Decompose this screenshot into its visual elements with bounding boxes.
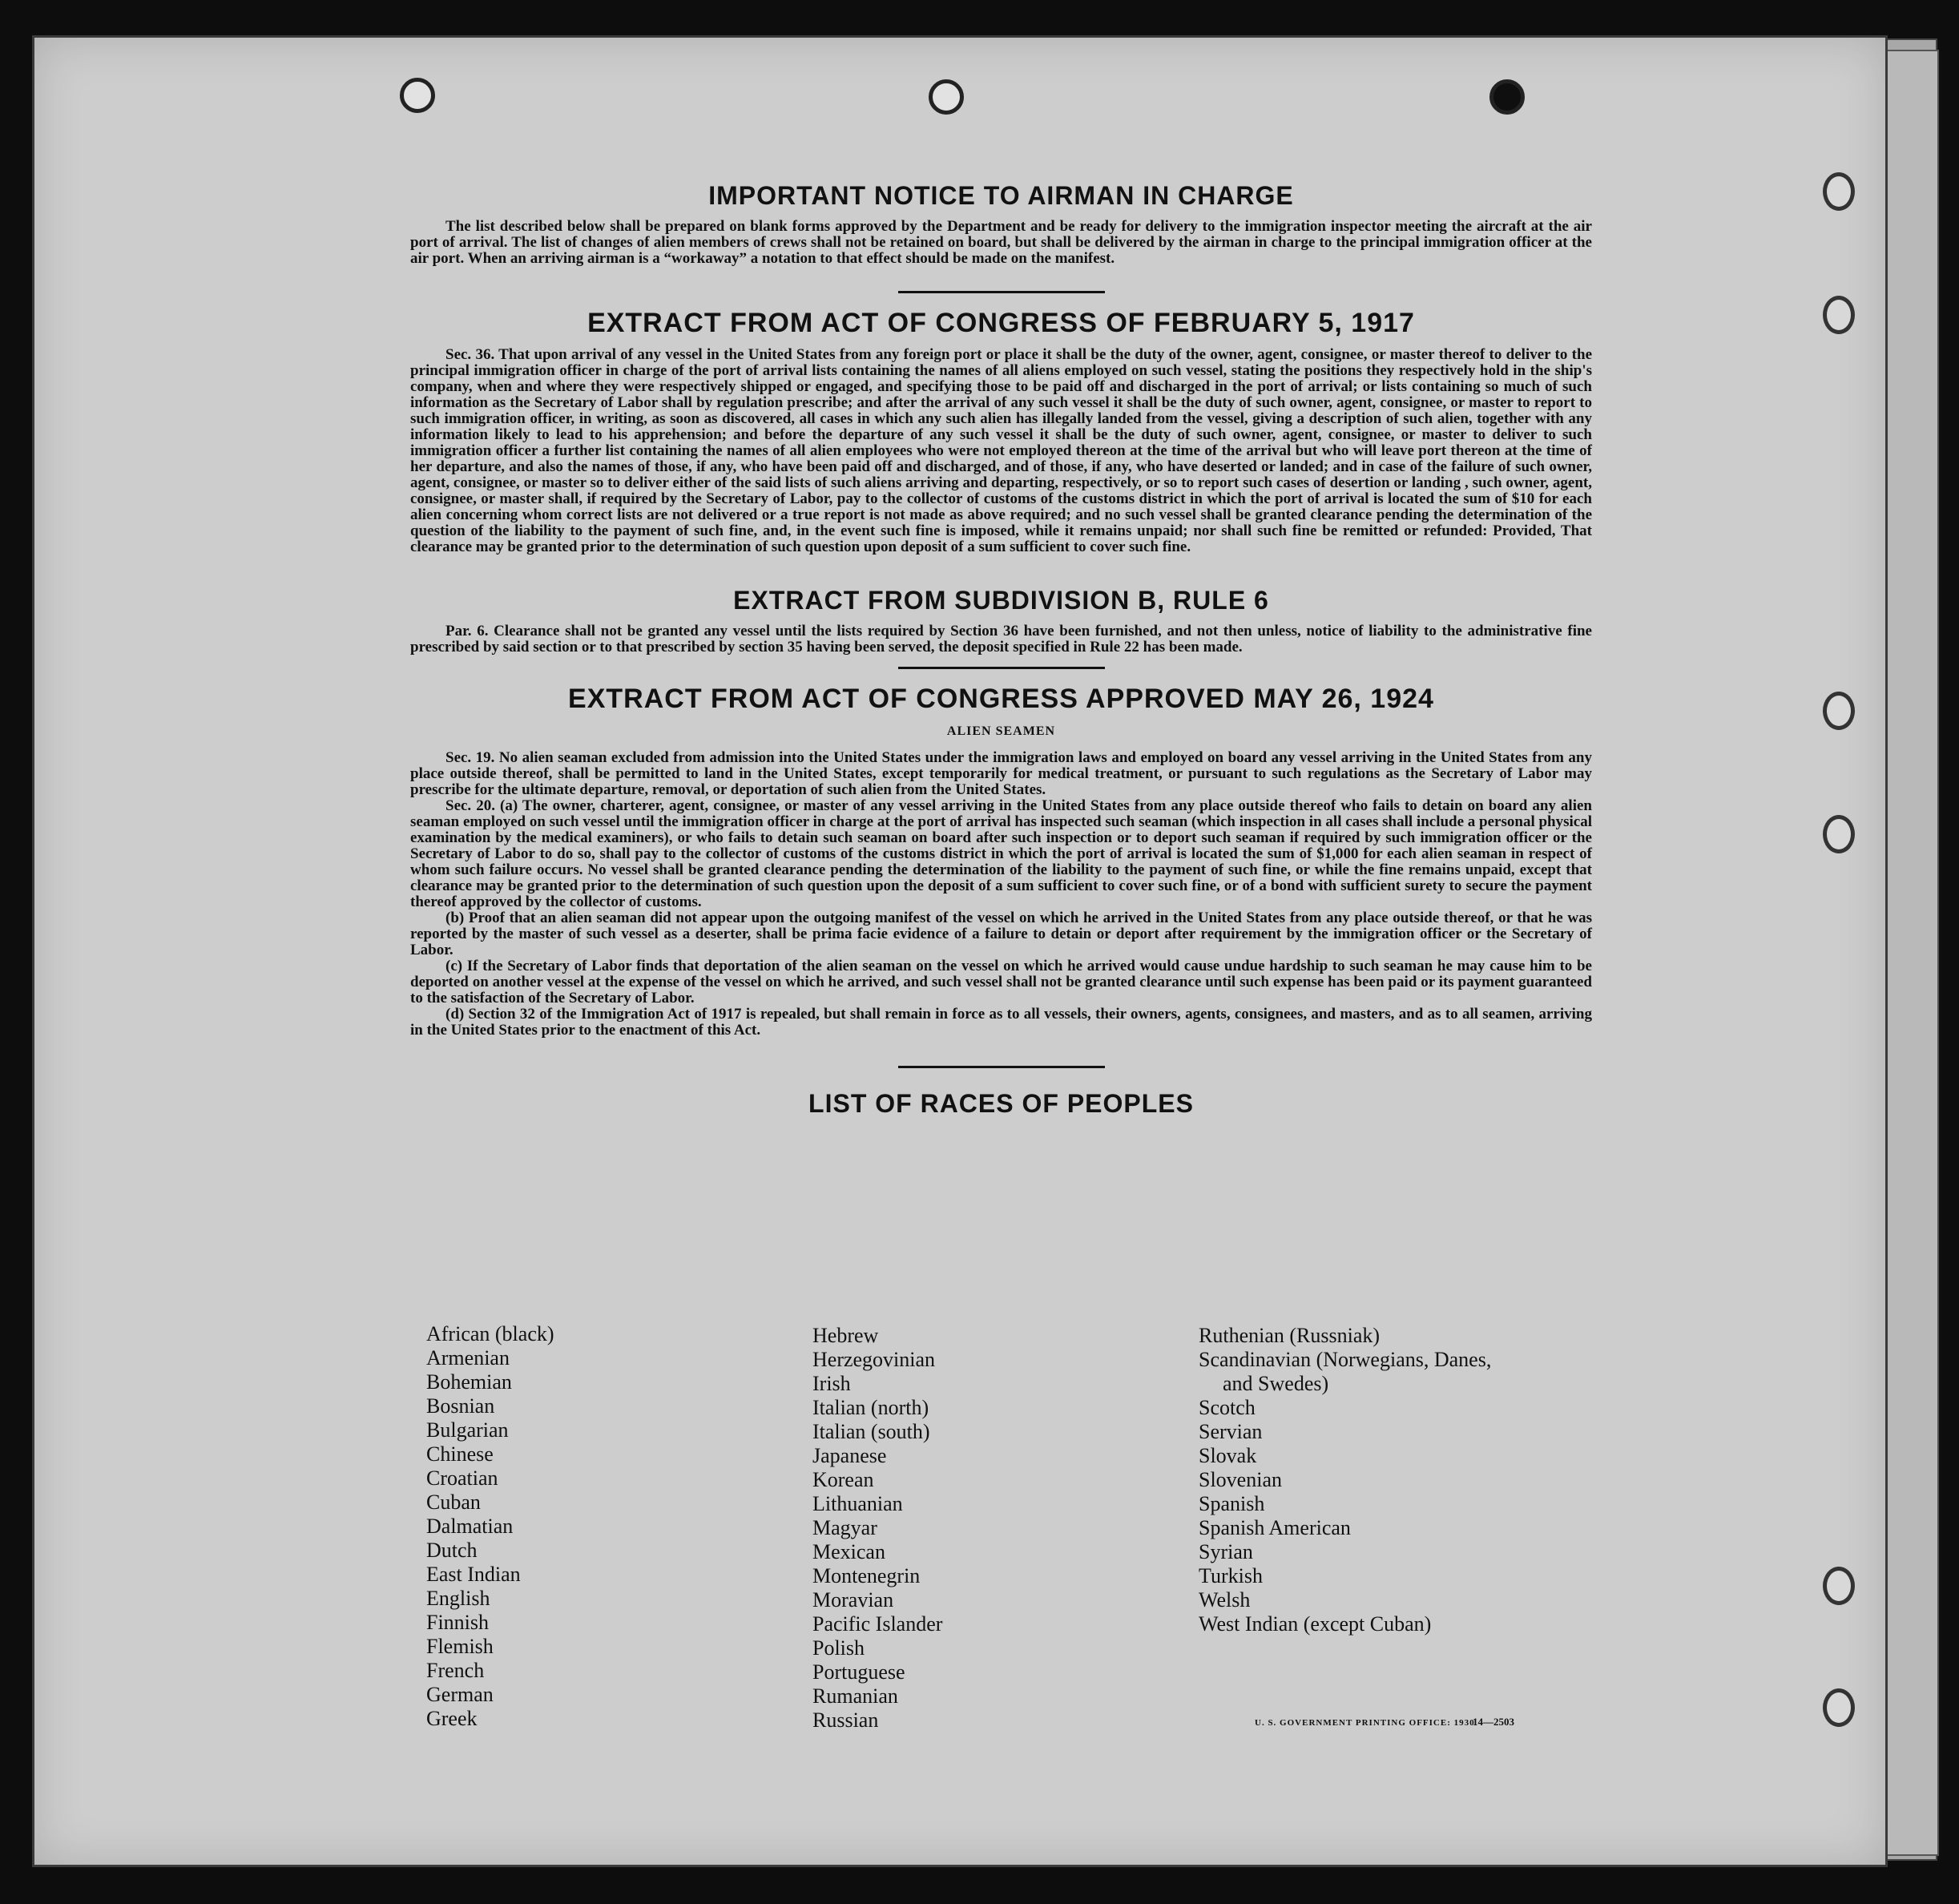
act-1924-subtitle: ALIEN SEAMEN [946,724,1056,738]
punch-hole-icon [1823,296,1855,334]
act-1924-sec20c: (c) If the Secretary of Labor finds that deportation of the alien seaman on the vessel on which he arrived would cause undue hardship to such seaman he may cause him to be deported on another vessel at the expense of the vessel on which he arrived, and such vessel shall not be granted clearance until such expense has been paid or its payment guaranteed to the satisfaction of the Secretary of Labor. [410,958,1592,1006]
race-item: Cuban [426,1491,481,1514]
race-item: Bulgarian [426,1418,509,1442]
race-item: Spanish [1199,1492,1265,1515]
race-item: Dutch [426,1539,478,1562]
race-item: Scandinavian (Norwegians, Danes, [1199,1348,1492,1371]
race-item: Spanish American [1199,1516,1351,1539]
race-item: Greek [426,1707,478,1730]
race-item: Slovenian [1199,1468,1282,1491]
race-item: Pacific Islander [812,1612,943,1636]
race-item: Japanese [812,1444,887,1467]
race-item: Montenegrin [812,1564,921,1587]
races-column-1 [426,1322,554,1731]
race-item: West Indian (except Cuban) [1199,1612,1432,1636]
punch-hole-icon [1823,815,1855,853]
divider [898,667,1105,669]
race-item: Magyar [812,1516,877,1539]
race-item: Flemish [426,1635,494,1658]
race-item: Servian [1199,1420,1263,1443]
race-item: Rumanian [812,1684,898,1708]
act-1924-sec20a: Sec. 20. (a) The owner, charterer, agent, consignee, or master of any vessel arriving in the United States from any place outside thereof who fails to detain on board any alien seaman employed on such vessel until the immigration officer in charge at the port of arrival has inspected such seaman (which inspection in all cases shall include a personal physical examination by the medical examiners), or who fails to detain such seaman on board after such inspection or to deport such seaman if required by such immigration officer or the Secretary of Labor to do so, shall pay to the collector of customs of the customs district in which the port of arrival is located the sum of $1,000 for each alien seaman in respect of whom such failure occurs. No vessel shall be granted clearance pending the determination of the liability to the payment of such fine, or while the fine remains unpaid, except that clearance may be granted prior to the determination of such question upon the deposit of a sum sufficient to cover such fine, or of a bond with sufficient surety to secure the payment thereof approved by the collector of customs. [410,797,1592,910]
race-item: Finnish [426,1611,490,1634]
race-item: Irish [812,1372,851,1395]
punch-hole-icon [1823,172,1855,211]
rule6-text: Par. 6. Clearance shall not be granted any vessel until the lists required by Section 36 have been furnished, and not then unless, notice of liability to the administrative fine prescribed by said section or to that prescribed by section 35 having been served, the deposit specified in Rule 22 has been made. [410,623,1592,656]
race-item: Italian (north) [812,1396,929,1419]
punch-hole-icon [1823,692,1855,730]
punch-hole-icon [1823,1567,1855,1605]
punch-hole-icon [400,78,435,113]
race-item: Korean [812,1468,874,1491]
notice-text: The list described below shall be prepared on blank forms approved by the Department and be ready for delivery to the immigration inspector meeting the aircraft at the air port of arrival. The list of changes of alien members of crews shall not be retained on board, but shall be delivered by the airman in charge to the principal immigration officer at the air port. When an arriving airman is a “workaway” a notation to that effect should be made on the manifest. [410,218,1592,267]
races-title: LIST OF RACES OF PEOPLES [808,1089,1194,1118]
race-item: English [426,1587,490,1610]
race-item: Scotch [1199,1396,1256,1419]
notice-title: IMPORTANT NOTICE TO AIRMAN IN CHARGE [708,181,1294,210]
punch-hole-icon [929,79,964,115]
race-item: Mexican [812,1540,885,1563]
races-column-2 [812,1324,942,1733]
race-item: Bohemian [426,1370,512,1394]
race-item: Syrian [1199,1540,1253,1563]
race-item: and Swedes) [1223,1372,1329,1395]
race-item: Herzegovinian [812,1348,936,1371]
race-item: Moravian [812,1588,894,1612]
race-item: Hebrew [812,1324,879,1347]
race-item: Dalmatian [426,1515,514,1538]
race-item: Croatian [426,1466,498,1490]
race-item: Russian [812,1708,879,1732]
race-item: African (black) [426,1322,554,1345]
race-item: Slovak [1199,1444,1257,1467]
race-item: French [426,1659,485,1682]
act-1924-sec19: Sec. 19. No alien seaman excluded from admission into the United States under the immigration laws and employed on board any vessel arriving in the United States from any place outside thereof, shall be permitted to land in the United States, except temporarily for medical treatment, or pursuant to such regulations as the Secretary of Labor may prescribe for the ultimate departure, removal, or deportation of such alien from the United States. [410,749,1592,798]
race-item: Turkish [1199,1564,1263,1587]
race-item: Ruthenian (Russniak) [1199,1324,1381,1347]
races-column-3 [1199,1324,1491,1636]
race-item: Bosnian [426,1394,495,1418]
race-item: East Indian [426,1563,521,1586]
rule6-title: EXTRACT FROM SUBDIVISION B, RULE 6 [733,586,1269,615]
race-item: Welsh [1199,1588,1251,1612]
act-1917-title: EXTRACT FROM ACT OF CONGRESS OF FEBRUARY 5, 1917 [587,308,1415,338]
race-item: Italian (south) [812,1420,930,1443]
act-1924-sec20b: (b) Proof that an alien seaman did not appear upon the outgoing manifest of the vessel on which he arrived in the United States from any place outside thereof, or that he was reported by the master of such vessel as a deserter, shall be prima facie evidence of a failure to detain or deport after requirement by the immigration officer or the Secretary of Labor. [410,910,1592,958]
divider [898,1066,1105,1068]
punch-hole-icon [1823,1688,1855,1727]
form-code: 14—2503 [1473,1716,1514,1728]
act-1924-sec20d: (d) Section 32 of the Immigration Act of 1917 is repealed, but shall remain in force as to all vessels, their owners, agents, consignees, and masters, and as to all seamen, arriving in the United States prior to the enactment of this Act. [410,1006,1592,1039]
races-list [426,1322,1588,1739]
act-1924-title: EXTRACT FROM ACT OF CONGRESS APPROVED MAY 26, 1924 [568,684,1434,714]
divider [898,291,1105,293]
race-item: Armenian [426,1346,510,1370]
race-item: German [426,1683,494,1706]
punch-hole-icon [1489,79,1525,115]
race-item: Portuguese [812,1660,905,1684]
race-item: Chinese [426,1442,494,1466]
printer-imprint: U. S. GOVERNMENT PRINTING OFFICE: 1930 [1255,1718,1475,1728]
race-item: Polish [812,1636,865,1660]
act-1917-text: Sec. 36. That upon arrival of any vessel in the United States from any foreign port or place it shall be the duty of the owner, agent, consignee, or master thereof to deliver to the principal immigration officer in charge of the port of arrival lists containing the names of all aliens employed on such vessel, stating the positions they respectively hold in the ship's company, when and where they were respectively shipped or engaged, and specifying those to be paid off and discharged in the port of arrival; or lists containing so much of such information as the Secretary of Labor shall by regulation prescribe; and after the arrival of any such vessel it shall be the duty of such owner, agent, consignee, or master to report to such immigration officer, in writing, as soon as discovered, all cases in which any such alien has illegally landed from the vessel, giving a description of such alien, together with any information likely to lead to his apprehension; and before the departure of any such vessel it shall be the duty of such owner, agent, consignee, or master to deliver to such immigration officer a further list containing the names of all alien employees who were not employed thereon at the time of the arrival but who will leave port thereon at the time of her departure, and also the names of those, if any, who have been paid off and discharged, and of those, if any, who have deserted or landed; and in case of the failure of such owner, agent, consignee, or master so to deliver either of the said lists of such aliens arriving and departing, respectively, or so to report such cases of desertion or landing , such owner, agent, consignee, or master shall, if required by the Secretary of Labor, pay to the collector of customs of the customs district in which the port of arrival is located the sum of $10 for each alien concerning whom correct lists are not delivered or a true report is not made as above required; and no such vessel shall be granted clearance pending the determination of the question of the liability to the payment of such fine, and, in the event such fine is imposed, while it remains unpaid; nor shall such fine be remitted or refunded: Provided, That clearance may be granted prior to the determination of such question upon deposit of a sum sufficient to cover such fine. [410,346,1592,555]
race-item: Lithuanian [812,1492,903,1515]
document-body [410,175,1592,1119]
